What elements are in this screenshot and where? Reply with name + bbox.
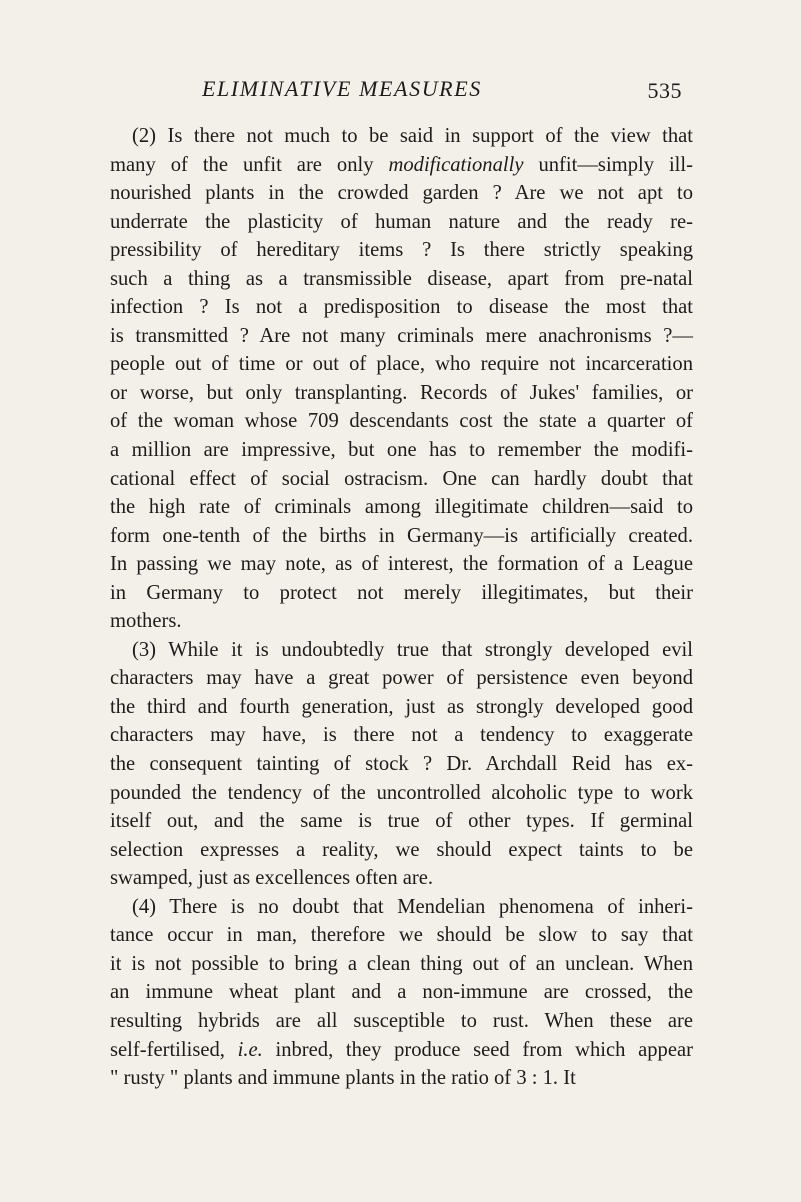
text-line: form one-tenth of the births in Germany—is artificially created.: [110, 524, 693, 547]
text-line: in Germany to protect not merely illegitimates, but their: [110, 581, 693, 604]
running-head: ELIMINATIVE MEASURES: [202, 76, 482, 101]
italic-emphasis: modificationally: [388, 153, 524, 176]
text-line: such a thing as a transmissible disease, apart from pre-natal: [110, 267, 693, 290]
text-line: infection ? Is not a predisposition to disease the most that: [110, 296, 693, 319]
body-text: [110, 122, 693, 1093]
text-line: or worse, but only transplanting. Records of Jukes' families, or: [110, 381, 693, 404]
text-line: characters may have, is there not a tendency to exaggerate: [110, 724, 693, 747]
text-line: pressibility of hereditary items ? Is there strictly speaking: [110, 239, 693, 262]
page-number: 535: [647, 78, 682, 103]
text-line: people out of time or out of place, who require not incarceration: [110, 353, 693, 376]
text-line: (2) Is there not much to be said in support of the view that: [132, 125, 693, 147]
text-line: cational effect of social ostracism. One can hardly doubt that: [110, 467, 693, 490]
text-line: a million are impressive, but one has to remember the modifi-: [110, 439, 693, 462]
text-line: resulting hybrids are all susceptible to rust. When these are: [110, 1009, 693, 1032]
text-line: characters may have a great power of persistence even beyond: [110, 667, 693, 690]
text-line: nourished plants in the crowded garden ? Are we not apt to: [110, 182, 693, 205]
text-line: of the woman whose 709 descendants cost the state a quarter of: [110, 410, 693, 433]
text-line: selection expresses a reality, we should expect taints to be: [110, 838, 693, 861]
text-line: the consequent tainting of stock ? Dr. Archdall Reid has ex-: [110, 753, 693, 776]
page-header: [100, 74, 700, 114]
text-line: tance occur in man, therefore we should be slow to say that: [110, 924, 693, 947]
text-line: " rusty " plants and immune plants in the ratio of 3 : 1. It: [110, 1067, 576, 1090]
text-line: In passing we may note, as of interest, the formation of a League: [110, 553, 693, 576]
text-line: it is not possible to bring a clean thing out of an unclean. When: [110, 952, 693, 975]
text-line: many of the unfit are only modificationally unfit—simply ill-: [110, 153, 693, 176]
text-line: pounded the tendency of the uncontrolled alcoholic type to work: [110, 781, 693, 804]
text-line: an immune wheat plant and a non-immune are crossed, the: [110, 981, 693, 1004]
text-line: is transmitted ? Are not many criminals mere anachronisms ?—: [110, 324, 693, 347]
text-line: the third and fourth generation, just as strongly developed good: [110, 695, 693, 718]
text-line: itself out, and the same is true of other types. If germinal: [110, 810, 693, 833]
text-line: the high rate of criminals among illegitimate children—said to: [110, 496, 693, 519]
text-line: (3) While it is undoubtedly true that strongly developed evil: [132, 638, 693, 661]
text-line: mothers.: [110, 610, 182, 633]
text-line: underrate the plasticity of human nature and the ready re-: [110, 210, 693, 233]
text-line: (4) There is no doubt that Mendelian phenomena of inheri-: [132, 895, 693, 918]
text-line: self-fertilised, i.e. inbred, they produce seed from which appear: [110, 1038, 693, 1061]
text-line: swamped, just as excellences often are.: [110, 867, 434, 890]
italic-emphasis: i.e.: [237, 1038, 263, 1061]
